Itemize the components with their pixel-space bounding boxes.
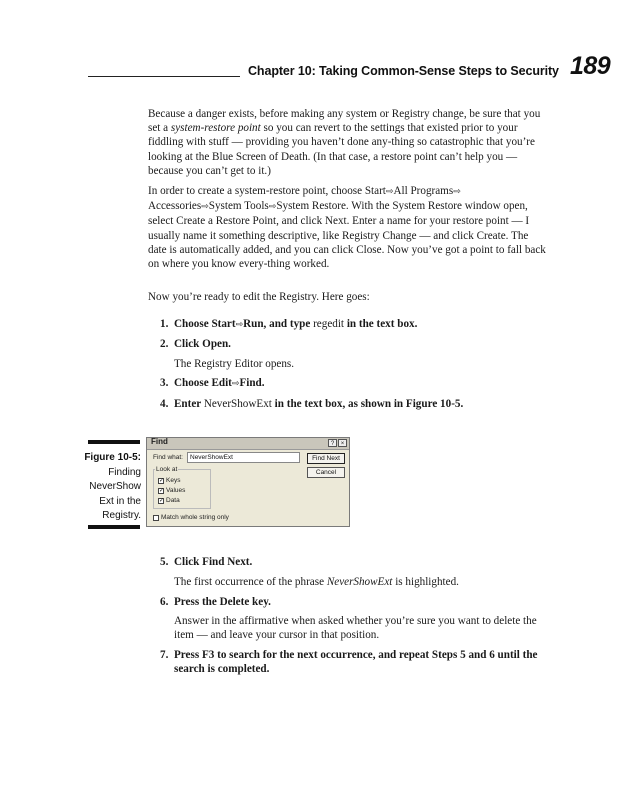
menu-arrow-icon: ⇨ xyxy=(268,202,277,213)
figure-caption: Figure 10-5: Finding NeverShow Ext in the Registry. xyxy=(60,451,141,524)
match-whole-checkbox[interactable] xyxy=(153,515,159,521)
menu-arrow-icon: ⇨ xyxy=(201,202,209,213)
keys-checkbox[interactable]: ✓ xyxy=(159,478,165,484)
figure-rule-bottom xyxy=(88,525,140,529)
step-2: 2. Click Open. xyxy=(160,338,231,350)
step-3: 3. Choose Edit⇨Find. xyxy=(160,377,265,389)
menu-arrow-icon: ⇨ xyxy=(453,187,461,197)
chapter-title: Chapter 10: Taking Common-Sense Steps to Security xyxy=(248,64,559,78)
page-number: 189 xyxy=(570,52,611,80)
match-whole-label: Match whole string only xyxy=(161,514,229,521)
step-6: 6. Press the Delete key. xyxy=(160,596,271,608)
values-label: Values xyxy=(166,487,186,494)
data-label: Data xyxy=(166,497,180,504)
paragraph-intro-steps: Now you’re ready to edit the Registry. Here goes: xyxy=(148,291,370,303)
header-rule xyxy=(88,76,240,77)
step-5: 5. Click Find Next. xyxy=(160,556,253,568)
dialog-titlebar xyxy=(147,438,349,450)
find-next-button[interactable]: Find Next xyxy=(307,453,345,464)
dialog-title: Find xyxy=(151,437,168,446)
values-checkbox[interactable]: ✓ xyxy=(159,488,165,494)
find-what-input[interactable]: NeverShowExt xyxy=(187,452,300,463)
step-7: 7. Press F3 to search for the next occurrence, and repeat Steps 5 and 6 until the search is completed. xyxy=(160,649,538,676)
data-checkbox[interactable]: ✓ xyxy=(159,498,165,504)
step-5-result: The first occurrence of the phrase NeverShowExt is highlighted. xyxy=(174,576,459,588)
step-4: 4. Enter NeverShowExt in the text box, as shown in Figure 10-5. xyxy=(160,398,464,410)
menu-arrow-icon: ⇨ xyxy=(231,379,240,389)
paragraph-restore-instructions: In order to create a system-restore point, choose Start⇨All Programs⇨ Accessories⇨System Tools⇨System Restore. With the System Restore window open, select Create a Restore Point, and click Next. Enter a name for your restore point — I usually name it something descriptive, like Registry Change — and click Create. The date is automatically added, and you can click Close. Now you’ve got a point to fall back on where you know every-thing worked. xyxy=(148,185,546,271)
find-dialog xyxy=(146,437,350,527)
step-1: 1. Choose Start⇨Run, and type regedit in the text box. xyxy=(160,318,418,330)
paragraph-restore-warning: Because a danger exists, before making any system or Registry change, be sure that you set a system-restore point so you can revert to the settings that existed prior to your fiddling with stuff — providing you haven’t done any-thing so catastrophic that you’re looking at the Blue Screen of Death. (In that case, a restore point can’t help you — because you can’t get to it.) xyxy=(148,108,541,177)
step-2-result: The Registry Editor opens. xyxy=(174,358,295,370)
keys-label: Keys xyxy=(166,477,181,484)
cancel-button[interactable]: Cancel xyxy=(307,467,345,478)
figure-label: Figure 10-5: xyxy=(84,452,141,463)
help-icon[interactable]: ? xyxy=(328,439,337,447)
find-what-label: Find what: xyxy=(153,454,183,461)
look-at-label: Look at xyxy=(156,466,178,473)
close-icon[interactable]: × xyxy=(338,439,347,447)
menu-arrow-icon: ⇨ xyxy=(235,320,244,330)
step-6-result: Answer in the affirmative when asked whether you’re sure you want to delete the item — and leave your cursor in that position. xyxy=(174,615,537,642)
figure-rule-top xyxy=(88,440,140,444)
menu-arrow-icon: ⇨ xyxy=(385,187,394,197)
